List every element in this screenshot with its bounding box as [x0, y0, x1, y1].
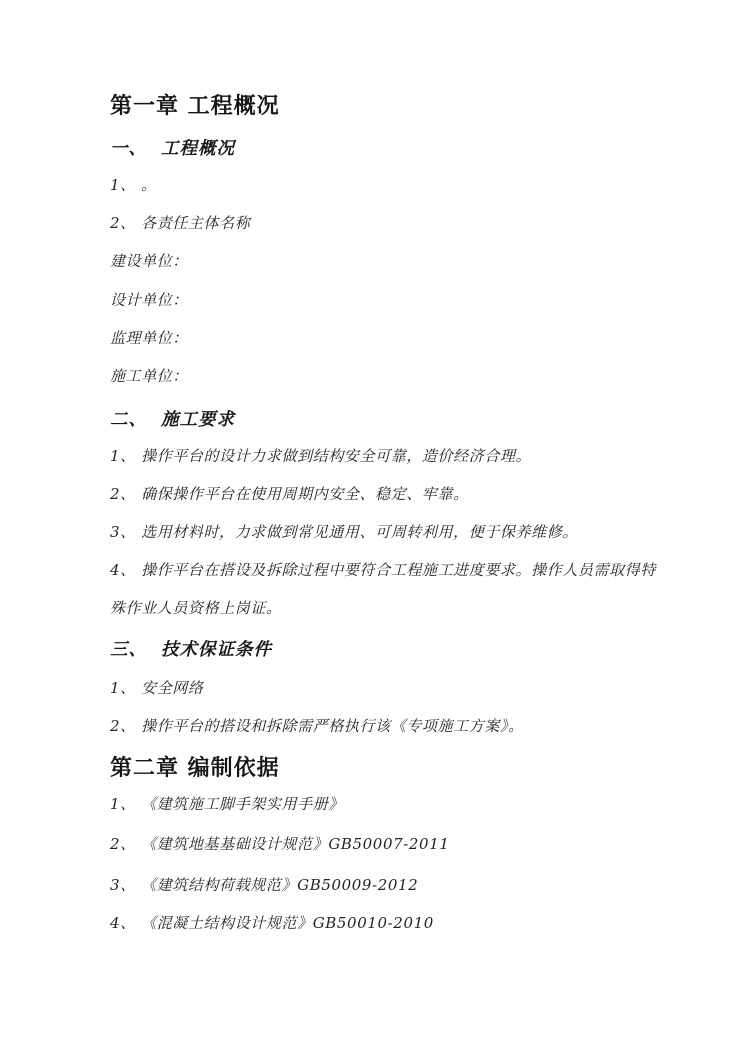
field-label: 设计单位： [110, 291, 189, 309]
chapter-heading: 第二章 编制依据 [110, 756, 280, 781]
section-heading [110, 138, 650, 160]
chapter-heading: 第一章 工程概况 [110, 94, 280, 119]
field-label: 建设单位： [110, 252, 189, 270]
section-title: 施工要求 [161, 410, 235, 430]
list-item-wrapline: 殊作业人员资格上岗证。 [110, 599, 282, 617]
reference-item: 4、 《混凝土结构设计规范》GB50010-2010 [110, 914, 434, 932]
section-title: 工程概况 [161, 139, 235, 159]
list-item: 1、 安全网络 [110, 679, 204, 697]
list-item: 1、 操作平台的设计力求做到结构安全可靠，造价经济合理。 [110, 447, 532, 465]
section-heading [110, 409, 650, 431]
list-item: 2、 各责任主体名称 [110, 214, 251, 232]
reference-item: 3、 《建筑结构荷载规范》GB50009-2012 [110, 876, 419, 894]
section-heading [110, 639, 650, 661]
reference-item: 2、 《建筑地基基础设计规范》GB50007-2011 [110, 835, 450, 853]
field-label: 施工单位： [110, 367, 189, 385]
list-item: 2、 操作平台的搭设和拆除需严格执行该《专项施工方案》。 [110, 717, 524, 735]
section-number: 一、 [110, 139, 147, 159]
list-item: 1、 。 [110, 176, 157, 194]
section-number: 二、 [110, 410, 147, 430]
reference-item: 1、 《建筑施工脚手架实用手册》 [110, 795, 344, 813]
field-label: 监理单位： [110, 329, 189, 347]
section-number: 三、 [110, 640, 147, 660]
list-item: 3、 选用材料时，力求做到常见通用、可周转利用，便于保养维修。 [110, 523, 578, 541]
list-item: 2、 确保操作平台在使用周期内安全、稳定、牢靠。 [110, 485, 469, 503]
section-title: 技术保证条件 [161, 640, 272, 660]
list-item: 4、 操作平台在搭设及拆除过程中要符合工程施工进度要求。操作人员需取得特 [110, 561, 656, 579]
